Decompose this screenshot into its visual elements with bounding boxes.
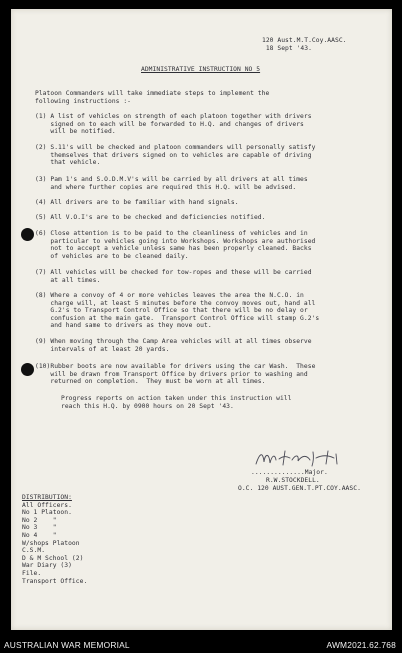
intro-text: Platoon Commanders will take immediate steps to implement the following instructions :- <box>35 90 270 105</box>
signatory-unit: O.C. 120 AUST.GEN.T.PT.COY.AASC. <box>238 485 361 492</box>
punch-hole <box>21 363 34 376</box>
paragraph-number: (4) <box>35 199 47 206</box>
paragraph-text: Where a convoy of 4 or more vehicles leaves the area the N.C.O. in charge will, at least 5 minutes before the convoy moves out, hand all G.2's to Transport Control Office so that there will be no delay or confusion at the main gate. Transport Control Office will stamp G.2's and hand same to drivers as they move out. <box>50 292 320 330</box>
paragraph-text: All vehicles will be checked for tow-ropes and these will be carried at all times. <box>50 269 312 284</box>
signature-line: ..............Major. <box>251 469 328 476</box>
footer-institution: AUSTRALIAN WAR MEMORIAL <box>4 640 130 650</box>
closing-text: Progress reports on action taken under this instruction will reach this H.Q. by 0900 hours on 20 Sept '43. <box>61 395 292 410</box>
paragraph-number: (9) <box>35 338 47 345</box>
paragraph-4 <box>35 199 239 207</box>
paragraph-text: S.11's will be checked and platoon commanders will personally satisfy themselves that drivers signed on to vehicles are capable of driving that vehicle. <box>50 144 316 167</box>
header-unit: 120 Aust.M.T.Coy.AASC. <box>262 37 347 44</box>
paragraph-8 <box>35 292 319 330</box>
distribution-block <box>22 494 87 585</box>
paragraph-9 <box>35 338 312 353</box>
paragraph-2 <box>35 144 315 167</box>
paragraph-number: (10) <box>35 363 51 370</box>
paragraph-7 <box>35 269 312 284</box>
paragraph-number: (5) <box>35 214 47 221</box>
paragraph-number: (2) <box>35 144 47 151</box>
paragraph-number: (8) <box>35 292 47 299</box>
paragraph-10 <box>35 363 315 386</box>
paragraph-5 <box>35 214 265 222</box>
document-title: ADMINISTRATIVE INSTRUCTION NO 5 <box>141 66 261 73</box>
footer-accession-number: AWM2021.62.768 <box>326 640 396 650</box>
paragraph-text: All drivers are to be familiar with hand signals. <box>50 199 239 206</box>
paragraph-number: (6) <box>35 230 47 237</box>
paragraph-text: Close attention is to be paid to the cleanliness of vehicles and in particular to vehicles going into Workshops. Workshops are authorised not to accept a vehicle unless same has been properly cleaned. Backs of vehicles are to be cleaned daily. <box>50 230 316 260</box>
paragraph-1 <box>35 113 312 136</box>
paragraph-6 <box>35 230 315 260</box>
paragraph-number: (1) <box>35 113 47 120</box>
header-date: 18 Sept '43. <box>265 44 312 52</box>
signatory-name: R.W.STOCKDELL. <box>266 477 320 484</box>
header-block <box>262 37 347 52</box>
paragraph-number: (3) <box>35 176 47 183</box>
paragraph-text: When moving through the Camp Area vehicles will at all times observe intervals of at least 20 yards. <box>50 338 312 353</box>
distribution-list: All Officers. No 1 Platoon. No 2 " No 3 " No 4 " W/shops Platoon C.S.M. D & M School (2) War Diary (3) File. Transport Office. <box>22 501 88 585</box>
paragraph-text: A list of vehicles on strength of each platoon together with drivers signed on to each will be forwarded to H.Q. and changes of drivers will be notified. <box>50 113 312 136</box>
paragraph-text: All V.O.I's are to be checked and deficiencies notified. <box>50 214 266 221</box>
paragraph-3 <box>35 176 308 191</box>
punch-hole <box>21 228 34 241</box>
paragraph-number: (7) <box>35 269 47 276</box>
paragraph-text: Rubber boots are now available for drivers using the car Wash. These will be drawn from Transport Office by drivers prior to washing and returned on completion. They must be worn at all times. <box>50 363 316 386</box>
distribution-title: DISTRIBUTION: <box>22 494 72 501</box>
paragraph-text: Pam 1's and S.O.D.M.V's will be carried by all drivers at all times and where further copies are required this H.Q. will be advised. <box>50 176 308 191</box>
